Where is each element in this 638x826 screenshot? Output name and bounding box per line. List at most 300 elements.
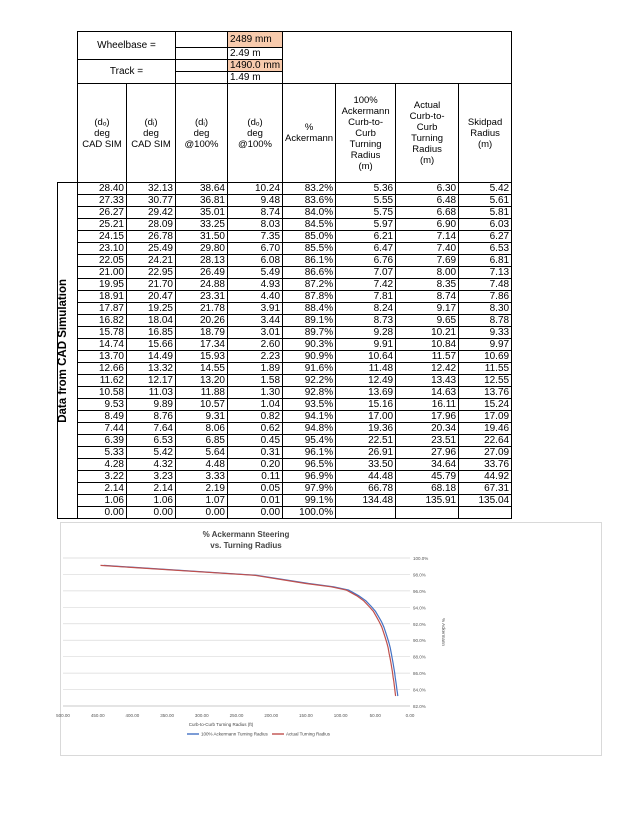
table-cell: 33.50 bbox=[336, 459, 396, 471]
column-header: Actual Curb-to- Curb Turning Radius (m) bbox=[396, 84, 459, 183]
table-cell: 21.00 bbox=[78, 267, 127, 279]
table-cell: 25.21 bbox=[78, 219, 127, 231]
table-cell: 8.24 bbox=[336, 303, 396, 315]
table-row bbox=[58, 219, 512, 231]
table-cell: 15.66 bbox=[127, 339, 176, 351]
table-cell: 97.9% bbox=[283, 483, 336, 495]
table-cell: 85.5% bbox=[283, 243, 336, 255]
table-cell: 9.53 bbox=[78, 399, 127, 411]
table-cell: 6.08 bbox=[228, 255, 283, 267]
table-cell: 83.2% bbox=[283, 183, 336, 195]
series-line-1 bbox=[101, 565, 396, 696]
table-cell: 7.07 bbox=[336, 267, 396, 279]
table-cell: 100.0% bbox=[283, 507, 336, 519]
table-cell: 26.49 bbox=[176, 267, 228, 279]
table-cell: 3.23 bbox=[127, 471, 176, 483]
table-cell: 26.78 bbox=[127, 231, 176, 243]
table-cell: 6.48 bbox=[396, 195, 459, 207]
table-cell: 10.84 bbox=[396, 339, 459, 351]
table-cell: 11.57 bbox=[396, 351, 459, 363]
table-cell: 14.74 bbox=[78, 339, 127, 351]
side-label: Data from CAD Simulation bbox=[57, 278, 69, 423]
table-cell: 2.60 bbox=[228, 339, 283, 351]
table-cell: 0.01 bbox=[228, 495, 283, 507]
table-cell: 24.21 bbox=[127, 255, 176, 267]
table-cell: 90.3% bbox=[283, 339, 336, 351]
table-cell: 15.24 bbox=[459, 399, 512, 411]
table-cell: 8.74 bbox=[228, 207, 283, 219]
table-cell: 0.45 bbox=[228, 435, 283, 447]
table-cell: 25.49 bbox=[127, 243, 176, 255]
column-header: (dᵢ) deg @100% bbox=[176, 84, 228, 183]
table-cell: 84.0% bbox=[283, 207, 336, 219]
table-cell: 6.85 bbox=[176, 435, 228, 447]
table-row bbox=[58, 411, 512, 423]
table-cell: 10.58 bbox=[78, 387, 127, 399]
table-cell: 17.87 bbox=[78, 303, 127, 315]
table-cell: 87.2% bbox=[283, 279, 336, 291]
table-cell bbox=[336, 507, 396, 519]
table-cell: 0.00 bbox=[228, 507, 283, 519]
table-cell: 94.1% bbox=[283, 411, 336, 423]
y-tick-label: 84.0% bbox=[413, 687, 426, 693]
table-cell: 5.75 bbox=[336, 207, 396, 219]
y-tick-label: 90.0% bbox=[413, 638, 426, 644]
table-cell: 1.30 bbox=[228, 387, 283, 399]
y-tick-label: 100.0% bbox=[413, 556, 429, 561]
wheelbase-label: Wheelbase = bbox=[78, 32, 176, 60]
table-cell: 94.8% bbox=[283, 423, 336, 435]
table-cell: 6.90 bbox=[396, 219, 459, 231]
column-header: Skidpad Radius (m) bbox=[459, 84, 512, 183]
wheelbase-mm-value: 2489 mm bbox=[228, 32, 283, 48]
x-tick-label: 400.00 bbox=[125, 713, 140, 718]
table-cell: 12.42 bbox=[396, 363, 459, 375]
table-cell: 10.69 bbox=[459, 351, 512, 363]
table-cell: 19.46 bbox=[459, 423, 512, 435]
table-cell: 83.6% bbox=[283, 195, 336, 207]
table-cell: 1.04 bbox=[228, 399, 283, 411]
table-cell: 18.91 bbox=[78, 291, 127, 303]
table-cell: 6.39 bbox=[78, 435, 127, 447]
table-cell: 9.89 bbox=[127, 399, 176, 411]
table-row bbox=[58, 399, 512, 411]
table-cell: 8.73 bbox=[336, 315, 396, 327]
table-cell: 28.09 bbox=[127, 219, 176, 231]
column-header: % Ackermann bbox=[283, 84, 336, 183]
table-cell: 12.55 bbox=[459, 375, 512, 387]
table-cell: 9.91 bbox=[336, 339, 396, 351]
table-cell: 28.13 bbox=[176, 255, 228, 267]
table-cell: 14.55 bbox=[176, 363, 228, 375]
table-row bbox=[58, 471, 512, 483]
table-row bbox=[58, 507, 512, 519]
table-cell: 8.49 bbox=[78, 411, 127, 423]
table-cell bbox=[459, 507, 512, 519]
table-cell: 21.70 bbox=[127, 279, 176, 291]
table-cell: 0.20 bbox=[228, 459, 283, 471]
table-row bbox=[58, 435, 512, 447]
table-cell: 6.68 bbox=[396, 207, 459, 219]
table-cell: 0.00 bbox=[127, 507, 176, 519]
table-cell: 7.14 bbox=[396, 231, 459, 243]
table-cell: 6.47 bbox=[336, 243, 396, 255]
table-cell: 5.42 bbox=[127, 447, 176, 459]
table-cell: 29.42 bbox=[127, 207, 176, 219]
table-cell: 19.36 bbox=[336, 423, 396, 435]
table-cell: 6.53 bbox=[459, 243, 512, 255]
table-cell: 9.33 bbox=[459, 327, 512, 339]
table-cell: 89.7% bbox=[283, 327, 336, 339]
table-cell: 9.48 bbox=[228, 195, 283, 207]
table-cell: 6.30 bbox=[396, 183, 459, 195]
table-cell: 19.25 bbox=[127, 303, 176, 315]
table-cell: 7.81 bbox=[336, 291, 396, 303]
table-cell: 4.40 bbox=[228, 291, 283, 303]
table-cell: 135.91 bbox=[396, 495, 459, 507]
table-cell: 0.11 bbox=[228, 471, 283, 483]
y-axis-label: % Ackermann bbox=[441, 618, 446, 646]
table-cell: 10.64 bbox=[336, 351, 396, 363]
table-cell: 23.51 bbox=[396, 435, 459, 447]
x-tick-label: 200.00 bbox=[264, 713, 279, 718]
table-cell: 13.69 bbox=[336, 387, 396, 399]
table-cell: 1.06 bbox=[78, 495, 127, 507]
table-cell: 5.61 bbox=[459, 195, 512, 207]
table-cell: 15.16 bbox=[336, 399, 396, 411]
table-cell: 11.55 bbox=[459, 363, 512, 375]
table-row bbox=[58, 363, 512, 375]
table-cell: 0.00 bbox=[176, 507, 228, 519]
table-cell: 92.8% bbox=[283, 387, 336, 399]
table-cell: 17.34 bbox=[176, 339, 228, 351]
table-row bbox=[58, 231, 512, 243]
table-cell: 11.48 bbox=[336, 363, 396, 375]
table-cell: 45.79 bbox=[396, 471, 459, 483]
table-cell: 9.97 bbox=[459, 339, 512, 351]
legend-label: Actual Turning Radius bbox=[286, 731, 331, 737]
table-cell: 12.49 bbox=[336, 375, 396, 387]
table-cell: 7.40 bbox=[396, 243, 459, 255]
table-cell: 9.17 bbox=[396, 303, 459, 315]
table-cell: 16.85 bbox=[127, 327, 176, 339]
table-cell: 5.49 bbox=[228, 267, 283, 279]
table-cell: 0.82 bbox=[228, 411, 283, 423]
table-cell: 7.42 bbox=[336, 279, 396, 291]
table-cell: 93.5% bbox=[283, 399, 336, 411]
table-cell: 85.0% bbox=[283, 231, 336, 243]
table-row bbox=[58, 291, 512, 303]
table-cell: 11.88 bbox=[176, 387, 228, 399]
table-cell: 8.06 bbox=[176, 423, 228, 435]
table-cell: 6.70 bbox=[228, 243, 283, 255]
table-cell: 9.28 bbox=[336, 327, 396, 339]
table-cell: 3.22 bbox=[78, 471, 127, 483]
table-cell: 20.34 bbox=[396, 423, 459, 435]
table-cell: 10.57 bbox=[176, 399, 228, 411]
table-cell: 14.49 bbox=[127, 351, 176, 363]
table-cell: 18.04 bbox=[127, 315, 176, 327]
y-tick-label: 94.0% bbox=[413, 605, 426, 611]
table-cell: 7.48 bbox=[459, 279, 512, 291]
table-cell: 22.51 bbox=[336, 435, 396, 447]
table-row bbox=[58, 459, 512, 471]
track-m-value: 1.49 m bbox=[228, 72, 283, 84]
table-row bbox=[58, 495, 512, 507]
table-cell: 15.78 bbox=[78, 327, 127, 339]
table-cell: 17.09 bbox=[459, 411, 512, 423]
table-cell: 29.80 bbox=[176, 243, 228, 255]
table-cell: 3.01 bbox=[228, 327, 283, 339]
table-cell: 27.09 bbox=[459, 447, 512, 459]
table-cell: 26.27 bbox=[78, 207, 127, 219]
x-tick-label: 300.00 bbox=[194, 713, 209, 718]
table-cell: 4.32 bbox=[127, 459, 176, 471]
table-cell: 6.21 bbox=[336, 231, 396, 243]
table-cell: 17.00 bbox=[336, 411, 396, 423]
table-cell: 88.4% bbox=[283, 303, 336, 315]
table-row bbox=[58, 303, 512, 315]
table-cell: 28.40 bbox=[78, 183, 127, 195]
x-tick-label: 100.00 bbox=[333, 713, 348, 718]
y-tick-label: 88.0% bbox=[413, 654, 426, 660]
x-tick-label: 250.00 bbox=[229, 713, 244, 718]
table-cell: 96.5% bbox=[283, 459, 336, 471]
table-cell: 87.8% bbox=[283, 291, 336, 303]
table-row bbox=[58, 267, 512, 279]
table-cell: 23.31 bbox=[176, 291, 228, 303]
table-cell: 6.53 bbox=[127, 435, 176, 447]
table-cell: 96.1% bbox=[283, 447, 336, 459]
table-cell: 8.74 bbox=[396, 291, 459, 303]
table-cell: 4.28 bbox=[78, 459, 127, 471]
table-cell: 68.18 bbox=[396, 483, 459, 495]
table-cell: 19.95 bbox=[78, 279, 127, 291]
chart-title: % Ackermann Steering bbox=[202, 530, 290, 539]
track-mm-value: 1490.0 mm bbox=[228, 60, 283, 72]
table-cell: 5.64 bbox=[176, 447, 228, 459]
table-row bbox=[58, 447, 512, 459]
table-cell: 33.76 bbox=[459, 459, 512, 471]
table-row bbox=[58, 279, 512, 291]
y-tick-label: 92.0% bbox=[413, 621, 426, 627]
table-cell: 33.25 bbox=[176, 219, 228, 231]
column-header: (dₒ) deg @100% bbox=[228, 84, 283, 183]
table-cell: 5.97 bbox=[336, 219, 396, 231]
table-cell: 84.5% bbox=[283, 219, 336, 231]
side-label-cell bbox=[58, 183, 78, 519]
track-label: Track = bbox=[78, 60, 176, 84]
table-cell: 5.36 bbox=[336, 183, 396, 195]
table-cell: 7.35 bbox=[228, 231, 283, 243]
table-cell: 96.9% bbox=[283, 471, 336, 483]
table-cell: 5.55 bbox=[336, 195, 396, 207]
table-cell: 22.95 bbox=[127, 267, 176, 279]
table-cell: 35.01 bbox=[176, 207, 228, 219]
table-cell: 16.82 bbox=[78, 315, 127, 327]
chart-svg bbox=[56, 523, 601, 755]
table-row bbox=[58, 339, 512, 351]
table-row bbox=[58, 351, 512, 363]
table-cell: 7.44 bbox=[78, 423, 127, 435]
table-cell: 14.63 bbox=[396, 387, 459, 399]
legend-label: 100% Ackermann Turning Radius bbox=[201, 731, 268, 737]
table-row bbox=[58, 423, 512, 435]
wheelbase-m-value: 2.49 m bbox=[228, 48, 283, 60]
table-cell: 20.26 bbox=[176, 315, 228, 327]
x-tick-label: 450.00 bbox=[90, 713, 105, 718]
chart-title: vs. Turning Radius bbox=[210, 541, 282, 550]
table-cell: 8.78 bbox=[459, 315, 512, 327]
table-cell: 0.00 bbox=[78, 507, 127, 519]
table-cell: 92.2% bbox=[283, 375, 336, 387]
table-row bbox=[58, 183, 512, 195]
table-cell: 2.14 bbox=[78, 483, 127, 495]
x-tick-label: 0.00 bbox=[405, 713, 415, 718]
table-cell: 27.33 bbox=[78, 195, 127, 207]
table-cell: 38.64 bbox=[176, 183, 228, 195]
table-cell: 3.44 bbox=[228, 315, 283, 327]
table-cell: 15.93 bbox=[176, 351, 228, 363]
table-cell: 30.77 bbox=[127, 195, 176, 207]
table-cell: 66.78 bbox=[336, 483, 396, 495]
x-axis-label: Curb-to-Curb Turning Radius (ft) bbox=[188, 722, 254, 727]
table-cell: 12.17 bbox=[127, 375, 176, 387]
table-cell: 1.89 bbox=[228, 363, 283, 375]
table-cell: 3.33 bbox=[176, 471, 228, 483]
table-cell: 44.48 bbox=[336, 471, 396, 483]
table-cell: 67.31 bbox=[459, 483, 512, 495]
x-tick-label: 150.00 bbox=[299, 713, 313, 718]
table-cell: 13.32 bbox=[127, 363, 176, 375]
column-header: 100% Ackermann Curb-to- Curb Turning Radius (m) bbox=[336, 84, 396, 183]
table-cell: 8.76 bbox=[127, 411, 176, 423]
table-cell: 34.64 bbox=[396, 459, 459, 471]
x-tick-label: 50.00 bbox=[369, 713, 381, 718]
table-cell: 7.64 bbox=[127, 423, 176, 435]
table-cell: 18.79 bbox=[176, 327, 228, 339]
table-cell: 26.91 bbox=[336, 447, 396, 459]
table-row bbox=[58, 255, 512, 267]
ackermann-chart bbox=[56, 522, 602, 756]
table-cell: 5.42 bbox=[459, 183, 512, 195]
table-cell: 8.00 bbox=[396, 267, 459, 279]
table-cell: 135.04 bbox=[459, 495, 512, 507]
table-cell: 11.62 bbox=[78, 375, 127, 387]
table-cell: 1.07 bbox=[176, 495, 228, 507]
table-row bbox=[58, 375, 512, 387]
table-cell: 13.70 bbox=[78, 351, 127, 363]
table-cell: 5.81 bbox=[459, 207, 512, 219]
table-cell: 0.05 bbox=[228, 483, 283, 495]
table-cell: 9.31 bbox=[176, 411, 228, 423]
table-cell: 6.81 bbox=[459, 255, 512, 267]
table-cell: 1.58 bbox=[228, 375, 283, 387]
table-cell: 10.21 bbox=[396, 327, 459, 339]
x-tick-label: 500.00 bbox=[56, 713, 70, 718]
table-cell: 89.1% bbox=[283, 315, 336, 327]
table-cell: 6.27 bbox=[459, 231, 512, 243]
table-cell: 24.88 bbox=[176, 279, 228, 291]
table-cell: 32.13 bbox=[127, 183, 176, 195]
x-tick-label: 350.00 bbox=[160, 713, 174, 718]
table-row bbox=[58, 483, 512, 495]
table-cell: 4.93 bbox=[228, 279, 283, 291]
table-row bbox=[58, 387, 512, 399]
table-cell: 7.69 bbox=[396, 255, 459, 267]
table-row bbox=[58, 327, 512, 339]
y-tick-label: 98.0% bbox=[413, 572, 426, 578]
table-cell: 0.31 bbox=[228, 447, 283, 459]
table-row bbox=[58, 243, 512, 255]
table-cell: 11.03 bbox=[127, 387, 176, 399]
y-tick-label: 86.0% bbox=[413, 671, 426, 677]
column-header: (dₒ) deg CAD SIM bbox=[78, 84, 127, 183]
table-cell: 3.91 bbox=[228, 303, 283, 315]
table-cell: 13.20 bbox=[176, 375, 228, 387]
cad-simulation-table bbox=[57, 31, 512, 519]
table-cell: 91.6% bbox=[283, 363, 336, 375]
table-cell: 23.10 bbox=[78, 243, 127, 255]
y-tick-label: 82.0% bbox=[413, 704, 426, 709]
table-cell: 90.9% bbox=[283, 351, 336, 363]
table-cell: 8.03 bbox=[228, 219, 283, 231]
table-cell: 1.06 bbox=[127, 495, 176, 507]
table-cell: 16.11 bbox=[396, 399, 459, 411]
table-cell: 134.48 bbox=[336, 495, 396, 507]
table-cell: 86.1% bbox=[283, 255, 336, 267]
table-cell: 20.47 bbox=[127, 291, 176, 303]
table-cell: 22.05 bbox=[78, 255, 127, 267]
table-cell: 95.4% bbox=[283, 435, 336, 447]
table-cell: 24.15 bbox=[78, 231, 127, 243]
table-cell: 21.78 bbox=[176, 303, 228, 315]
table-cell: 86.6% bbox=[283, 267, 336, 279]
table-row bbox=[58, 315, 512, 327]
table-cell: 2.23 bbox=[228, 351, 283, 363]
table-cell: 10.24 bbox=[228, 183, 283, 195]
table-cell: 4.48 bbox=[176, 459, 228, 471]
table-cell: 12.66 bbox=[78, 363, 127, 375]
table-cell: 5.33 bbox=[78, 447, 127, 459]
table-cell: 13.43 bbox=[396, 375, 459, 387]
table-cell: 22.64 bbox=[459, 435, 512, 447]
table-cell: 7.13 bbox=[459, 267, 512, 279]
table-row bbox=[58, 195, 512, 207]
table-cell: 6.03 bbox=[459, 219, 512, 231]
table-cell: 31.50 bbox=[176, 231, 228, 243]
table-cell: 9.65 bbox=[396, 315, 459, 327]
table-cell: 2.19 bbox=[176, 483, 228, 495]
table-row bbox=[58, 207, 512, 219]
table-cell bbox=[396, 507, 459, 519]
table-cell: 27.96 bbox=[396, 447, 459, 459]
table-cell: 99.1% bbox=[283, 495, 336, 507]
table-cell: 8.35 bbox=[396, 279, 459, 291]
table-cell: 6.76 bbox=[336, 255, 396, 267]
table-cell: 2.14 bbox=[127, 483, 176, 495]
table-cell: 7.86 bbox=[459, 291, 512, 303]
table-cell: 17.96 bbox=[396, 411, 459, 423]
series-line-0 bbox=[104, 565, 398, 696]
table-cell: 8.30 bbox=[459, 303, 512, 315]
table-cell: 44.92 bbox=[459, 471, 512, 483]
table-cell: 0.62 bbox=[228, 423, 283, 435]
table-cell: 36.81 bbox=[176, 195, 228, 207]
column-header: (dᵢ) deg CAD SIM bbox=[127, 84, 176, 183]
y-tick-label: 96.0% bbox=[413, 588, 426, 594]
table-cell: 13.76 bbox=[459, 387, 512, 399]
